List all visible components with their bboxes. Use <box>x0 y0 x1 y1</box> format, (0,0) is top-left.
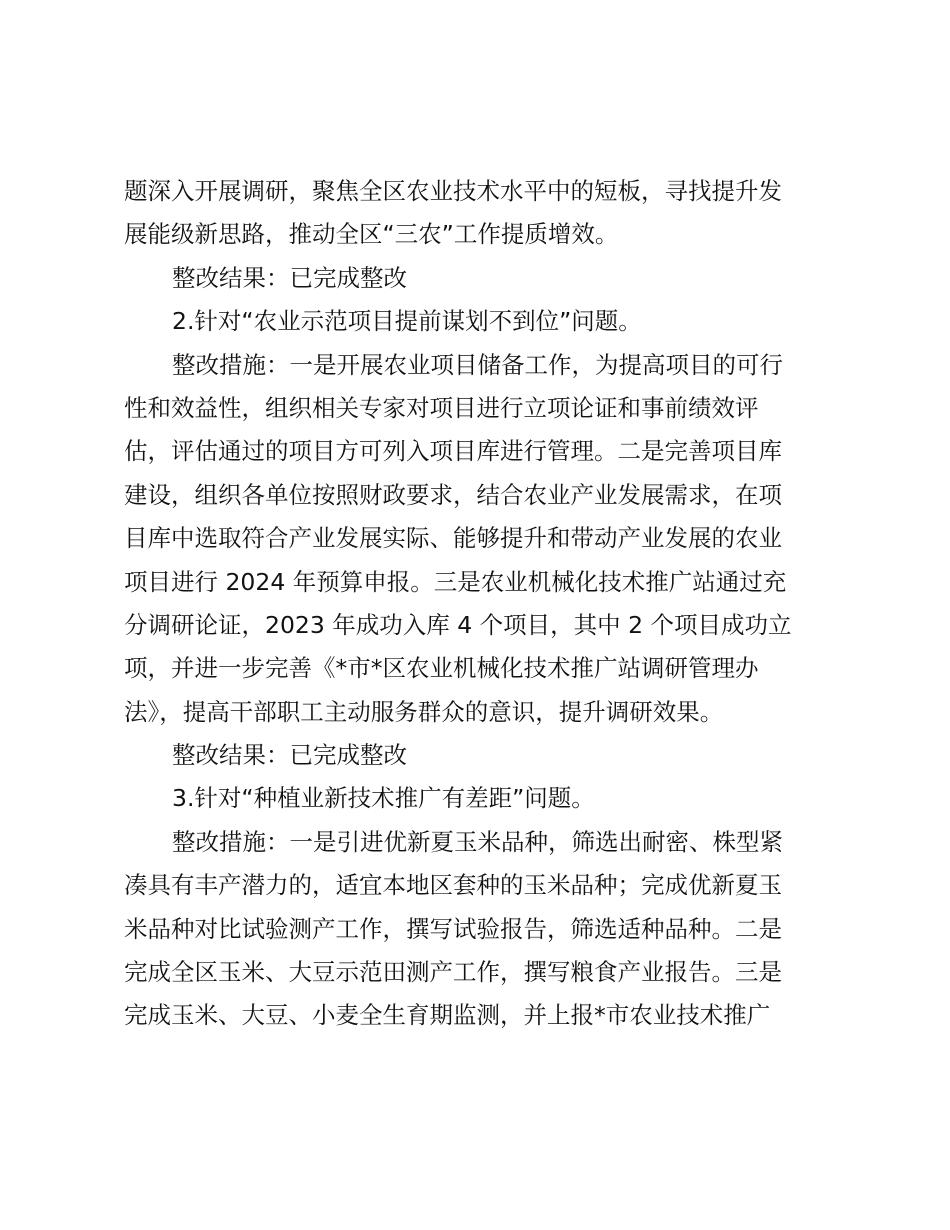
text-line: 完成玉米、大豆、小麦全生育期监测，并上报*市农业技术推广 <box>124 1001 771 1030</box>
text-line: 估，评估通过的项目方可列入项目库进行管理。二是完善项目库 <box>124 437 782 466</box>
rectification-measures: 整改措施：一是开展农业项目储备工作，为提高项目的可行 <box>172 350 783 379</box>
text-line: 目库中选取符合产业发展实际、能够提升和带动产业发展的农业 <box>124 524 782 553</box>
text-line: 分调研论证，2023 年成功入库 4 个项目，其中 2 个项目成功立 <box>124 610 792 639</box>
issue-heading: 3.针对“种植业新技术推广有差距”问题。 <box>172 784 595 813</box>
rectification-result: 整改结果：已完成整改 <box>172 741 407 770</box>
text-line: 建设，组织各单位按照财政要求，结合农业产业发展需求，在项 <box>124 480 782 509</box>
text-line: 米品种对比试验测产工作，撰写试验报告，筛选适种品种。二是 <box>124 914 782 943</box>
rectification-result: 整改结果：已完成整改 <box>172 263 407 292</box>
text-line: 项，并进一步完善《*市*区农业机械化技术推广站调研管理办 <box>124 654 759 683</box>
text-line: 完成全区玉米、大豆示范田测产工作，撰写粮食产业报告。三是 <box>124 958 782 987</box>
document-body <box>124 170 824 1038</box>
text-line: 性和效益性，组织相关专家对项目进行立项论证和事前绩效评 <box>124 393 759 422</box>
text-line: 凑具有丰产潜力的，适宜本地区套种的玉米品种；完成优新夏玉 <box>124 871 782 900</box>
text-line: 法》，提高干部职工主动服务群众的意识，提升调研效果。 <box>124 697 724 726</box>
issue-heading: 2.针对“农业示范项目提前谋划不到位”问题。 <box>172 307 642 336</box>
text-line: 题深入开展调研，聚焦全区农业技术水平中的短板，寻找提升发 <box>124 177 782 205</box>
text-line: 项目进行 2024 年预算申报。三是农业机械化技术推广站通过充 <box>124 567 787 596</box>
text-line: 展能级新思路，推动全区“三农”工作提质增效。 <box>124 220 619 249</box>
rectification-measures: 整改措施：一是引进优新夏玉米品种，筛选出耐密、株型紧 <box>172 827 783 856</box>
